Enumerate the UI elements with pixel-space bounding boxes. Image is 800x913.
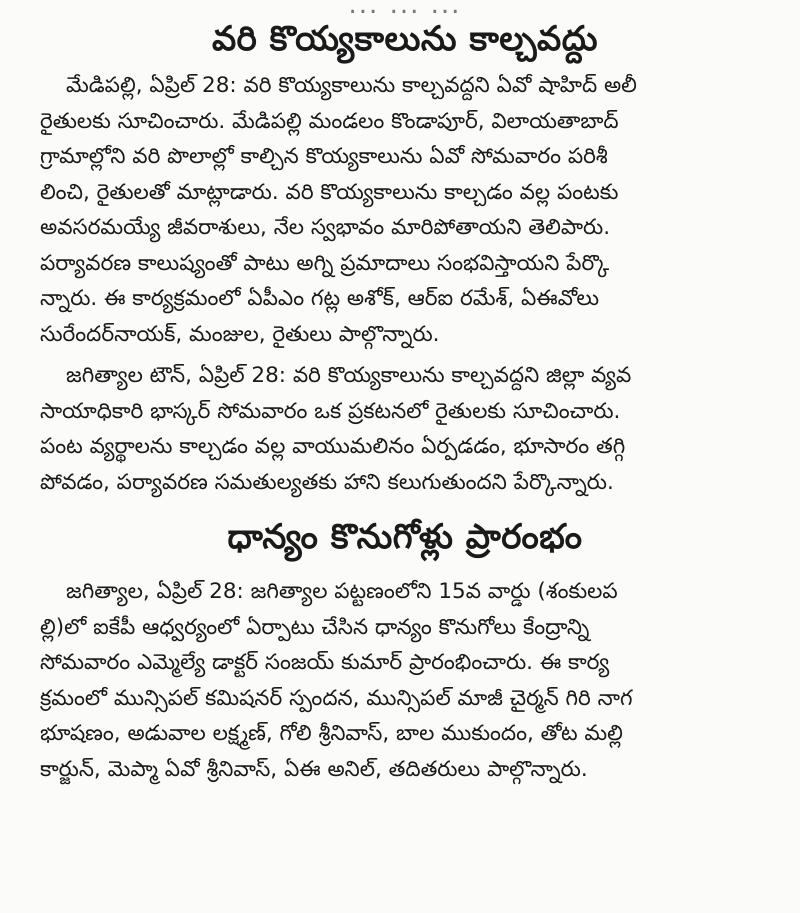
text-line: ల్లి)లో ఐకేపీ ఆధ్వర్యంలో ఏర్పాటు చేసిన ధాన్యం కొనుగోలు కేంద్రాన్ని [40,614,590,640]
article-paragraph [40,68,770,352]
text-line: అవసరమయ్యే జీవరాశులు, నేల స్వభావం మారిపోతాయని తెలిపారు. [40,215,611,240]
text-line: మేడిపల్లి, ఏప్రిల్ 28: వరి కొయ్యకాలును కాల్చవద్దని ఏవో షాహిద్ అలీ [66,73,637,98]
text-line: భూషణం, అడువాల లక్ష్మణ్, గోలి శ్రీనివాస్, బాల ముకుందం, తోట మల్లి [40,721,623,746]
cut-off-top-text: ... ... ... [348,0,462,20]
text-line: లించి, రైతులతో మాట్లాడారు. వరి కొయ్యకాలును కాల్చడం వల్ల పంటకు [40,179,619,205]
text-line: గ్రామాల్లోని వరి పొలాల్లో కాల్చిన కొయ్యకాలును ఏవో సోమవారం పరిశీ [40,144,608,169]
text-line: సాయాధికారి భాస్కర్ సోమవారం ఒక ప్రకటనలో రైతులకు సూచించారు. [40,398,621,424]
article-paragraph [40,574,770,787]
article-headline: ధాన్యం కొనుగోళ్లు ప్రారంభం [227,517,583,557]
text-line: సురేందర్‌నాయక్, మంజుల, రైతులు పాల్గొన్నారు. [40,321,440,347]
text-line: పంట వ్యర్థాలను కాల్చడం వల్ల వాయుమలినం ఏర్పడడం, భూసారం తగ్గి [40,434,626,459]
text-line: సోమవారం ఎమ్మెల్యే డాక్టర్ సంజయ్ కుమార్ ప్రారంభించారు. ఈ కార్య [40,650,610,675]
text-line: జగిత్యాల, ఏప్రిల్ 28: జగిత్యాల పట్టణంలోని 15వ వార్డు (శంకులప [66,579,618,604]
article-stubble-burning [40,10,770,500]
text-line: పర్యావరణ కాలుష్యంతో పాటు అగ్ని ప్రమాదాలు సంభవిస్తాయని పేర్కొ [40,250,610,276]
article-grain-procurement [40,508,770,787]
text-line: రైతులకు సూచించారు. మేడిపల్లి మండలం కొండాపూర్, విలాయతాబాద్ [40,108,619,134]
text-line: క్రమంలో మున్సిపల్ కమిషనర్ స్పందన, మున్సిపల్ మాజీ చైర్మన్ గిరి నాగ [40,685,633,711]
text-line: పోవడం, పర్యావరణ సమతుల్యతకు హాని కలుగుతుందని పేర్కొన్నారు. [40,469,614,495]
text-line: కార్జున్, మెప్మా ఏవో శ్రీనివాస్, ఏఈ అనిల్, తదితరులు పాల్గొన్నారు. [40,756,588,782]
article-paragraph [40,358,770,500]
text-line: న్నారు. ఈ కార్యక్రమంలో ఏపీఎం గట్ల అశోక్, ఆర్ఐ రమేశ్, ఏఈవోలు [40,286,600,311]
article-headline: వరి కొయ్యకాలును కాల్చవద్దు [212,19,598,59]
text-line: జగిత్యాల టౌన్, ఏప్రిల్ 28: వరి కొయ్యకాలును కాల్చవద్దని జిల్లా వ్యవ [66,363,632,388]
